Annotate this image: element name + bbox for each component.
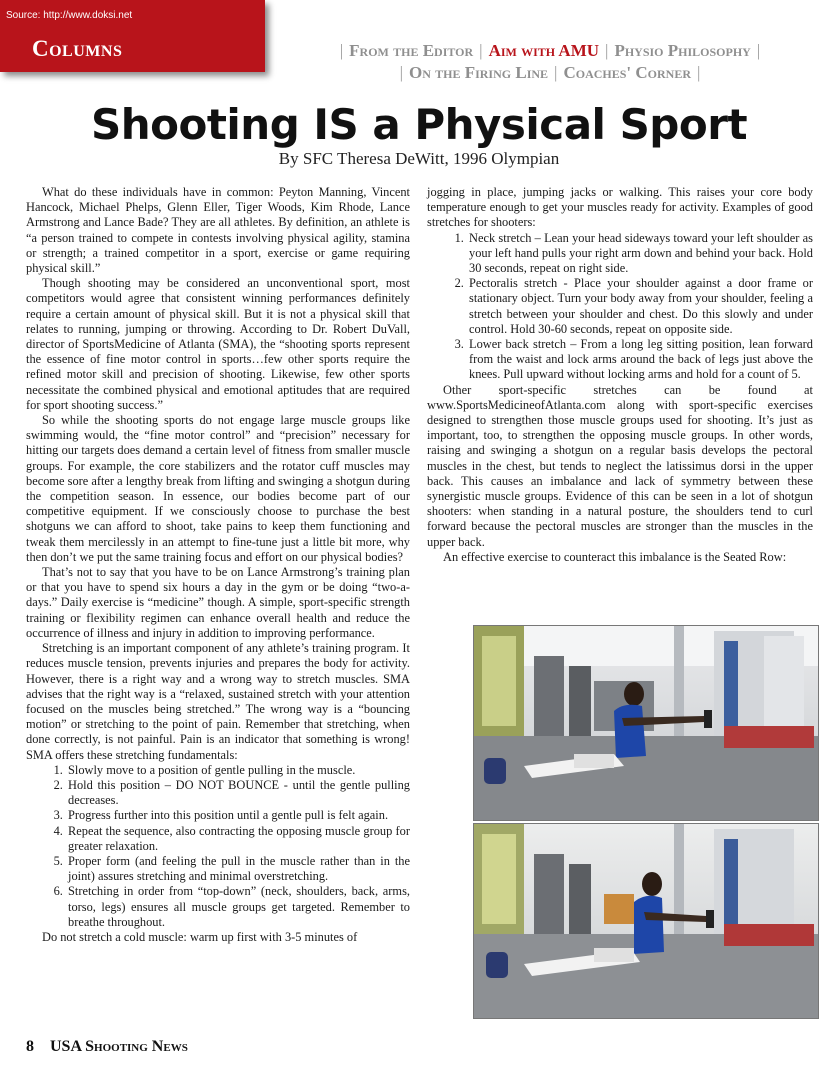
list-item: 2. Pectoralis stretch - Place your shoulder against a door frame or stationary object. Turn your body away from your shoulder, feeling a stretch between your shoulder and chest. Do this slowly and under control. Hold 30-60 seconds, repeat on opposite side. bbox=[467, 276, 813, 337]
nav-link-physio-philosophy[interactable]: Physio Philosophy bbox=[614, 41, 751, 60]
publication-name: USA Shooting News bbox=[50, 1038, 188, 1055]
list-item: 1. Neck stretch – Lean your head sideways toward your left shoulder as your left hand pulls your right arm down and behind your back. Hold 30 seconds, repeat on right side. bbox=[467, 231, 813, 277]
column-nav bbox=[280, 40, 820, 84]
left-column bbox=[26, 185, 410, 945]
nav-link-on-the-firing-line[interactable]: On the Firing Line bbox=[408, 63, 549, 82]
right-column bbox=[427, 185, 813, 565]
paragraph: So while the shooting sports do not engage large muscle groups like swimming would, the “fine motor control” and “precision” necessary for hitting our targets does demand a certain level of fitness from smaller muscle groups. For example, the core stabilizers and the rotator cuff muscles may become sore after a lengthy break from lifting and swinging a shotgun during the competition season. In essence, our bodies become part of our competitive equipment. If we consciously choose to purchase the best shotguns we can afford to shoot, take pains to keep them functioning and tweak them mercilessly in an attempt to fine-tune just a little bit more, why then don’t we put the same training focus and effort on our physical bodies? bbox=[26, 413, 411, 564]
nav-link-from-the-editor[interactable]: From the Editor bbox=[349, 41, 474, 60]
article-byline: By SFC Theresa DeWitt, 1996 Olympian bbox=[278, 149, 560, 168]
stretch-examples-list bbox=[427, 231, 813, 383]
list-item: 2. Hold this position – DO NOT BOUNCE - until the gentle pulling decreases. bbox=[66, 778, 410, 808]
seated-row-photo-start bbox=[473, 625, 819, 821]
list-item: 3. Progress further into this position until a gentle pull is felt again. bbox=[66, 808, 410, 823]
list-item: 3. Lower back stretch – From a long leg sitting position, lean forward from the waist and lock arms around the back of legs just above the knees. Pull upward without locking arms and hold for a count of 5. bbox=[467, 337, 813, 383]
paragraph: Other sport-specific stretches can be found at www.SportsMedicineofAtlanta.com along with sport-specific exercises designed to strengthen those muscle groups used for shooting. It’s just as important, too, to strengthen the opposing muscle groups. In other words, raising and swinging a shotgun on a regular basis develops the pectoral muscles in the chest, but tends to neglect the latissimus dorsi in the upper back. This causes an imbalance and lack of symmetry between these synergistic muscle groups. Evidence of this can be seen in a lot of shotgun shooters: when standing in a natural posture, the shoulders tend to curl forward because the pectoral muscles are stronger than the muscles in the upper back. bbox=[427, 382, 813, 549]
paragraph: An effective exercise to counteract this imbalance is the Seated Row: bbox=[443, 549, 787, 564]
article-title: Shooting IS a Physical Sport bbox=[90, 100, 748, 149]
list-item: 1. Slowly move to a position of gentle pulling in the muscle. bbox=[66, 763, 410, 778]
column-nav-row-2: | On the Firing Line | Coaches' Corner | bbox=[399, 63, 701, 82]
list-item: 5. Proper form (and feeling the pull in the muscle rather than in the joint) assures stretching and minimal overstretching. bbox=[66, 854, 410, 884]
nav-link-coaches-corner[interactable]: Coaches' Corner bbox=[563, 63, 691, 82]
paragraph: Do not stretch a cold muscle: warm up first with 3-5 minutes of bbox=[42, 929, 358, 944]
seated-row-photo-finish bbox=[473, 823, 819, 1019]
list-item: 4. Repeat the sequence, also contracting the opposing muscle group for greater relaxation. bbox=[66, 824, 410, 854]
source-watermark: Source: http://www.doksi.net bbox=[6, 10, 133, 21]
paragraph: jogging in place, jumping jacks or walking. This raises your core body temperature enough to get your muscles ready for activity. Examples of good stretches for shooters: bbox=[427, 185, 813, 230]
paragraph: What do these individuals have in common: Peyton Manning, Vincent Hancock, Michael Phelps, Glenn Eller, Tiger Woods, Kim Rhode, Lance Armstrong and Lance Bade? They are all athletes. By definition, an athlete is “a person trained to compete in contests involving physical agility, stamina or strength; a trained competitor in a sport, exercise or game requiring physical skill.” bbox=[26, 185, 410, 276]
column-nav-row-1: | From the Editor | Aim with AMU | Physio Philosophy | bbox=[339, 41, 761, 60]
page-footer bbox=[26, 1038, 188, 1056]
stretching-fundamentals-list bbox=[26, 763, 410, 930]
list-item: 6. Stretching in order from “top-down” (neck, shoulders, back, arms, torso, legs) ensures all muscle groups get targeted. Remember to breathe throughout. bbox=[66, 884, 410, 930]
paragraph: Though shooting may be considered an unconventional sport, most competitors would agree that consistent winning performances definitely require a certain amount of physical skill. But it is not a physical skill that relates to running, jumping or throwing. According to Dr. Robert DuVall, director of SportsMedicine of Atlanta (SMA), the “shooting sports represent the essence of fine motor control in sports…few other sports require the refined motor skill and precision of shooting. Likewise, few other sports necessitate the combined physical and emotional aptitudes that are required for sport shooting success.” bbox=[26, 276, 410, 412]
nav-link-aim-with-amu[interactable]: Aim with AMU bbox=[488, 41, 600, 60]
page-number: 8 bbox=[26, 1038, 34, 1055]
section-label: Columns bbox=[32, 36, 123, 61]
paragraph: Stretching is an important component of any athlete’s training program. It reduces muscle tension, prevents injuries and prepares the body for activity. However, there is a right way and a wrong way to stretch muscles. SMA advises that the right way is a “relaxed, sustained stretch with your attention focused on the muscles being stretched.” The wrong way is a “bouncing motion” or stretching to the point of pain. Remember that stretching, when done correctly, is not painful. Pain is an indicator that something is wrong! SMA offers these stretching fundamentals: bbox=[26, 641, 410, 762]
paragraph: That’s not to say that you have to be on Lance Armstrong’s training plan or that you have to spend six hours a day in the gym or be doing “two-a-days.” Daily exercise is “medicine” though. A simple, sport-specific strength training or flexibility regimen can enhance overall health and reduce the occurrence of illness and injury in addition to improving performance. bbox=[26, 565, 410, 640]
